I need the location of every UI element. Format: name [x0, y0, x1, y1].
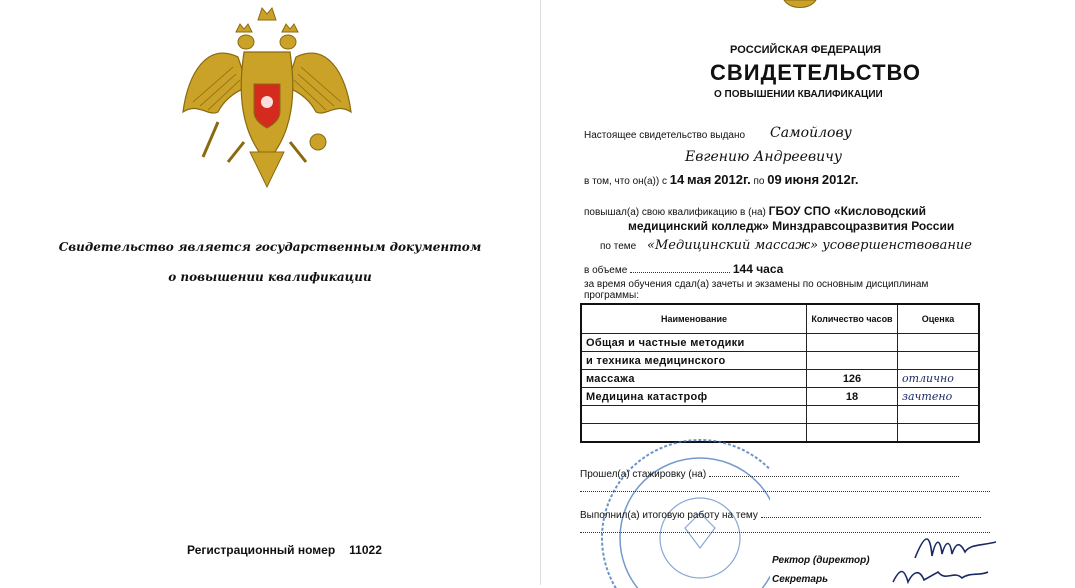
- period-line: [584, 172, 859, 187]
- discipline-name: массажа: [581, 370, 807, 388]
- discipline-hours: [807, 406, 898, 424]
- table-header-row: [581, 304, 979, 334]
- discipline-name: и техника медицинского: [581, 352, 807, 370]
- discipline-hours: 18: [807, 388, 898, 406]
- period-from-year: 2012г.: [714, 172, 751, 187]
- topic-line: [600, 238, 972, 253]
- rector-signature-icon: [910, 528, 1000, 564]
- stamp-seal-icon: [580, 428, 770, 588]
- volume-line: [584, 262, 783, 276]
- country-name: РОССИЙСКАЯ ФЕДЕРАЦИЯ: [730, 44, 882, 56]
- exams-text-line1: за время обучения сдал(а) зачеты и экзамены по основным дисциплинам: [584, 279, 929, 290]
- exams-text-line2: программы:: [584, 290, 640, 301]
- discipline-name: Общая и частные методики: [581, 334, 807, 352]
- internship-dots-2: [580, 491, 990, 492]
- emblem-fragment-icon: [780, 0, 820, 14]
- topic-label: по теме: [600, 241, 637, 252]
- issued-label: Настоящее свидетельство выдано: [584, 130, 746, 141]
- discipline-grade: [898, 352, 980, 370]
- registration-label: Регистрационный номер: [187, 543, 336, 557]
- document-notice-line2: о повышении квалификации: [168, 270, 372, 284]
- discipline-name: Медицина катастроф: [581, 388, 807, 406]
- header-grade: Оценка: [898, 304, 980, 334]
- rector-label: Ректор (директор): [772, 555, 870, 566]
- period-to-month: июня: [784, 172, 820, 187]
- discipline-grade: [898, 406, 980, 424]
- final-work-dots: [761, 517, 981, 518]
- header-name: Наименование: [581, 304, 807, 334]
- disciplines-table: [580, 303, 980, 443]
- document-notice-line1: Свидетельство является государственным документом: [58, 240, 482, 254]
- institution-line1: [584, 204, 926, 218]
- table-row: [581, 334, 979, 352]
- secretary-label: Секретарь: [772, 574, 829, 585]
- right-page: [540, 0, 1075, 585]
- volume-value: 144 часа: [732, 262, 784, 276]
- volume-dots: [630, 272, 730, 273]
- institution-name-1: ГБОУ СПО «Кисловодский: [768, 204, 927, 218]
- final-work-label: Выполнил(а) итоговую работу на тему: [580, 510, 758, 521]
- discipline-hours: 126: [807, 370, 898, 388]
- period-from-day: 14: [669, 172, 685, 187]
- discipline-hours: [807, 334, 898, 352]
- period-from-month: мая: [687, 172, 712, 187]
- table-row: [581, 388, 979, 406]
- secretary-signature-icon: [890, 566, 990, 585]
- period-to-year: 2012г.: [821, 172, 859, 187]
- topic-value: «Медицинский массаж» усовершенствование: [647, 238, 972, 253]
- registration-number: [187, 543, 382, 557]
- coat-of-arms-icon: [178, 2, 356, 194]
- registration-value: 11022: [349, 543, 382, 557]
- internship-dots: [709, 476, 959, 477]
- period-to-word: по: [753, 176, 765, 187]
- discipline-grade: отлично: [898, 370, 980, 388]
- discipline-hours: [807, 352, 898, 370]
- table-row: [581, 406, 979, 424]
- recipient-surname: Самойлову: [770, 125, 852, 141]
- recipient-name: Евгению Андреевичу: [685, 149, 842, 165]
- left-page: [0, 0, 540, 585]
- period-from-word: с: [662, 176, 667, 187]
- discipline-grade: [898, 334, 980, 352]
- institution-name-2: медицинский колледж» Минздравсоцразвития России: [628, 219, 955, 233]
- header-hours: Количество часов: [807, 304, 898, 334]
- final-work-line: [580, 510, 990, 521]
- period-prefix: в том, что он(а)): [584, 176, 660, 187]
- discipline-name: [581, 406, 807, 424]
- institution-label: повышал(а) свою квалификацию в (на): [584, 207, 766, 218]
- volume-label: в объеме: [584, 265, 628, 276]
- certificate-title: СВИДЕТЕЛЬСТВО: [710, 60, 921, 85]
- period-to-day: 09: [767, 172, 782, 187]
- discipline-hours: [807, 424, 898, 443]
- discipline-grade: [898, 424, 980, 443]
- internship-label: Прошел(а) стажировку (на): [580, 469, 707, 480]
- table-row: [581, 352, 979, 370]
- discipline-grade: зачтено: [898, 388, 980, 406]
- table-row: [581, 370, 979, 388]
- certificate-subtitle: О ПОВЫШЕНИИ КВАЛИФИКАЦИИ: [714, 89, 883, 100]
- internship-line: [580, 469, 990, 480]
